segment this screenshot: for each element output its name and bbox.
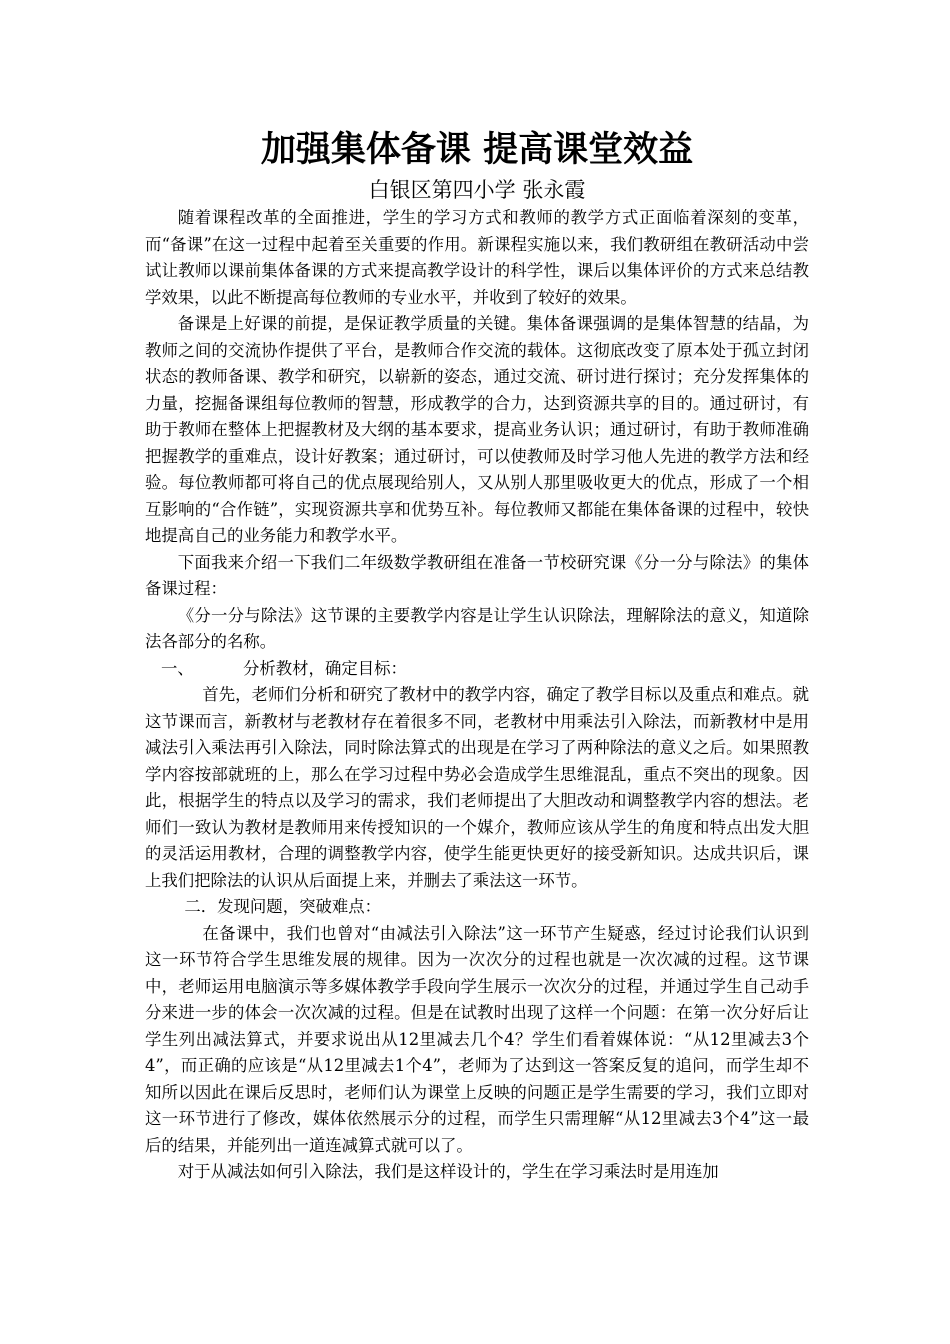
section-heading-1 [145, 656, 809, 683]
paragraph-intro: 随着课程改革的全面推进，学生的学习方式和教师的教学方式正面临着深刻的变革，而“备课”在这一过程中起着至关重要的作用。新课程实施以来，我们教研组在教研活动中尝试让教师以课前集体备课的方式来提高教学设计的科学性，课后以集体评价的方式来总结教学效果，以此不断提高每位教师的专业水平，并收到了较好的效果。 [145, 208, 809, 307]
paragraph-subtraction-to-division: 对于从减法如何引入除法，我们是这样设计的，学生在学习乘法时是用连加 [177, 1162, 719, 1181]
paragraph-analyze-material: 首先，老师们分析和研究了教材中的教学内容，确定了教学目标以及重点和难点。就这节课而言，新教材与老教材存在着很多不同，老教材中用乘法引入除法，而新教材中是用减法引入乘法再引入除法，同时除法算式的出现是在学习了两种除法的意义之后。如果照教学内容按部就班的上，那么在学习过程中势必会造成学生思维混乱，重点不突出的现象。因此，根据学生的特点以及学习的需求，我们老师提出了大胆改动和调整教学内容的想法。老师们一致认为教材是教师用来传授知识的一个媒介，教师应该从学生的角度和特点出发大胆的灵活运用教材，合理的调整教学内容，使学生能更快更好的接受新知识。达成共识后，课上我们把除法的认识从后面提上来，并删去了乘法这一环节。 [145, 685, 809, 890]
paragraph-introduce-process: 下面我来介绍一下我们二年级数学教研组在准备一节校研究课《分一分与除法》的集体备课过程： [145, 552, 809, 598]
document-author: 白银区第四小学 张永霞 [368, 178, 586, 202]
section-heading-1-text: 分析教材，确定目标： [243, 658, 407, 678]
paragraph-importance: 备课是上好课的前提，是保证教学质量的关键。集体备课强调的是集体智慧的结晶，为教师之间的交流协作提供了平台，是教师合作交流的载体。这彻底改变了原本处于孤立封闭状态的教师备课、教学和研究，以崭新的姿态，通过交流、研讨进行探讨；充分发挥集体的力量，挖掘备课组每位教师的智慧，形成教学的合力，达到资源共享的目的。通过研讨，有助于教师在整体上把握教材及大纲的基本要求，提高业务认识；通过研讨，有助于教师准确把握教学的重难点，设计好教案；通过研讨，可以使教师及时学习他人先进的教学方法和经验。每位教师都可将自己的优点展现给别人，又从别人那里吸收更大的优点，形成了一个相互影响的“合作链”，实现资源共享和优势互补。每位教师又都能在集体备课的过程中，较快地提高自己的业务能力和教学水平。 [145, 314, 809, 545]
document-page [145, 124, 809, 1186]
paragraph-find-problems: 在备课中，我们也曾对“由减法引入除法”这一环节产生疑惑，经过讨论我们认识到这一环节符合学生思维发展的规律。因为一次次分的过程也就是一次次减的过程。这节课中，老师运用电脑演示等多媒体教学手段向学生展示一次次分的过程，并通过学生自己动手分来进一步的体会一次次减的过程。但是在试教时出现了这样一个问题：在第一次分好后让学生列出减法算式，并要求说出从12里减去几个4？学生们看着媒体说：“从12里减去3个4”，而正确的应该是“从12里减去1个4”，老师为了达到这一答案反复的追问，而学生却不知所以因此在课后反思时，老师们认为课堂上反映的问题正是学生需要的学习，我们立即对这一环节进行了修改，媒体依然展示分的过程，而学生只需理解“从12里减去3个4”这一最后的结果，并能列出一道连减算式就可以了。 [145, 923, 809, 1155]
section-heading-1-number: 一、 [161, 658, 194, 678]
paragraph-lesson-content: 《分一分与除法》这节课的主要教学内容是让学生认识除法，理解除法的意义，知道除法各部分的名称。 [145, 605, 809, 651]
document-title: 加强集体备课 提高课堂效益 [260, 129, 694, 170]
section-heading-2: 二．发现问题，突破难点： [184, 897, 382, 916]
